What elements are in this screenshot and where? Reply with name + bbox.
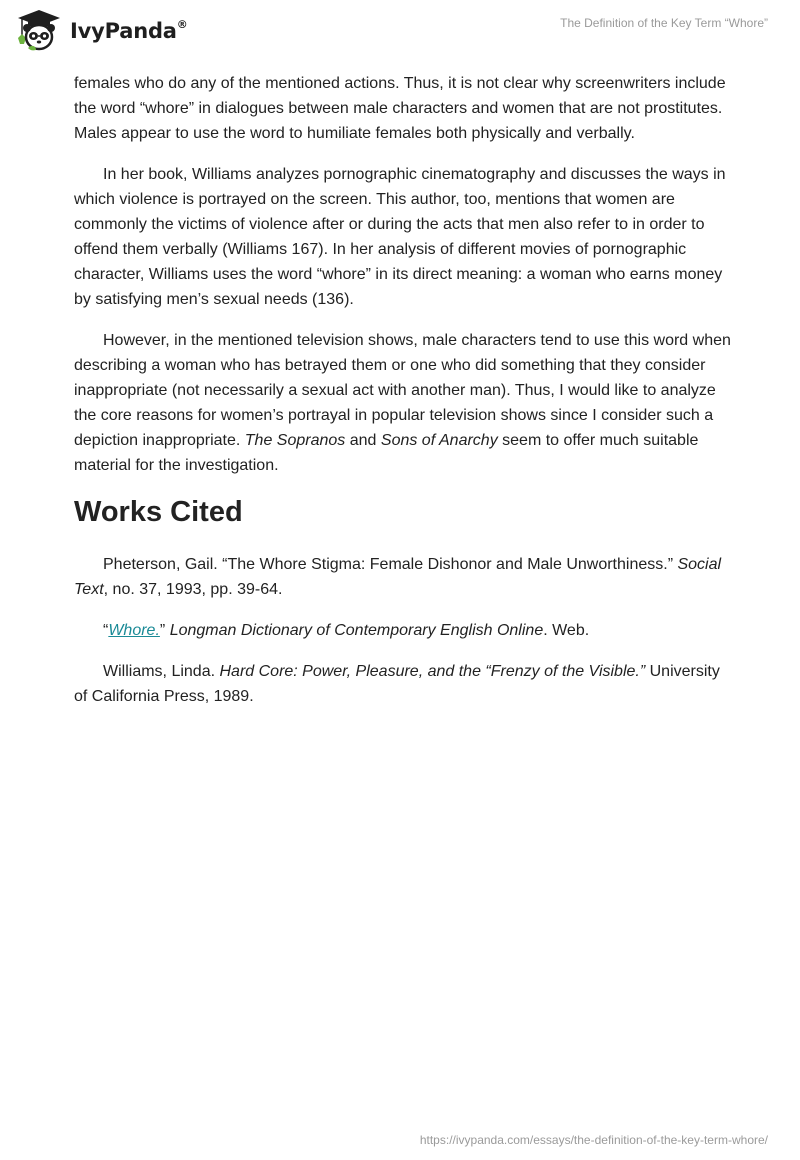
paragraph-television-shows: However, in the mentioned television shows, male characters tend to use this word when describing a woman who has betrayed them or one who did something that they consider inappropriate (not necessarily a sexual act with another man). Thus, I would like to analyze the core reasons for women’s portrayal in popular television shows since I consider such a depiction inappropriate. The Sopranos and Sons of Anarchy seem to offer much suitable material for the investigation. [74,332,731,474]
dictionary-title: Longman Dictionary of Contemporary English Online [169,622,544,639]
ivypanda-logo[interactable] [14,8,188,52]
paragraph-continued: females who do any of the mentioned actions. Thus, it is not clear why screenwriters include the word “whore” in dialogues between male characters and women that are not prostitutes. Males appear to use the word to humiliate females both physically and verbally. [74,75,726,142]
show-title-sons-of-anarchy: Sons of Anarchy [380,432,498,449]
page-header [0,0,800,64]
paragraph-williams: In her book, Williams analyzes pornographic cinematography and discusses the ways in which violence is portrayed on the screen. This author, too, mentions that women are commonly the victims of violence after or during the acts that men also refer to in order to offend them verbally (Williams 167). In her analysis of different movies of pornographic character, Williams uses the word “whore” in its direct meaning: a woman who earns money by satisfying men’s sexual needs (136). [74,166,726,308]
citation-williams: Williams, Linda. Hard Core: Power, Pleasure, and the “Frenzy of the Visible.” University of California Press, 1989. [74,663,720,705]
show-title-sopranos: The Sopranos [244,432,346,449]
source-url: https://ivypanda.com/essays/the-definition-of-the-key-term-whore/ [419,1133,768,1147]
works-cited-heading: Works Cited [74,496,243,528]
journal-title: Social Text [74,556,722,598]
whore-definition-link[interactable]: Whore. [108,622,160,639]
citation-pheterson: Pheterson, Gail. “The Whore Stigma: Female Dishonor and Male Unworthiness.” Social Text, no. 37, 1993, pp. 39-64. [74,556,722,598]
brand-name: IvyPanda® [70,18,188,43]
book-title: Hard Core: Power, Pleasure, and the “Frenzy of the Visible.” [219,663,646,680]
citation-longman: “Whore.” Longman Dictionary of Contemporary English Online. Web. [103,622,590,639]
essay-content [74,71,734,725]
document-title: The Definition of the Key Term “Whore” [560,16,768,30]
registered-mark: ® [176,18,188,31]
panda-graduate-icon [14,8,64,52]
